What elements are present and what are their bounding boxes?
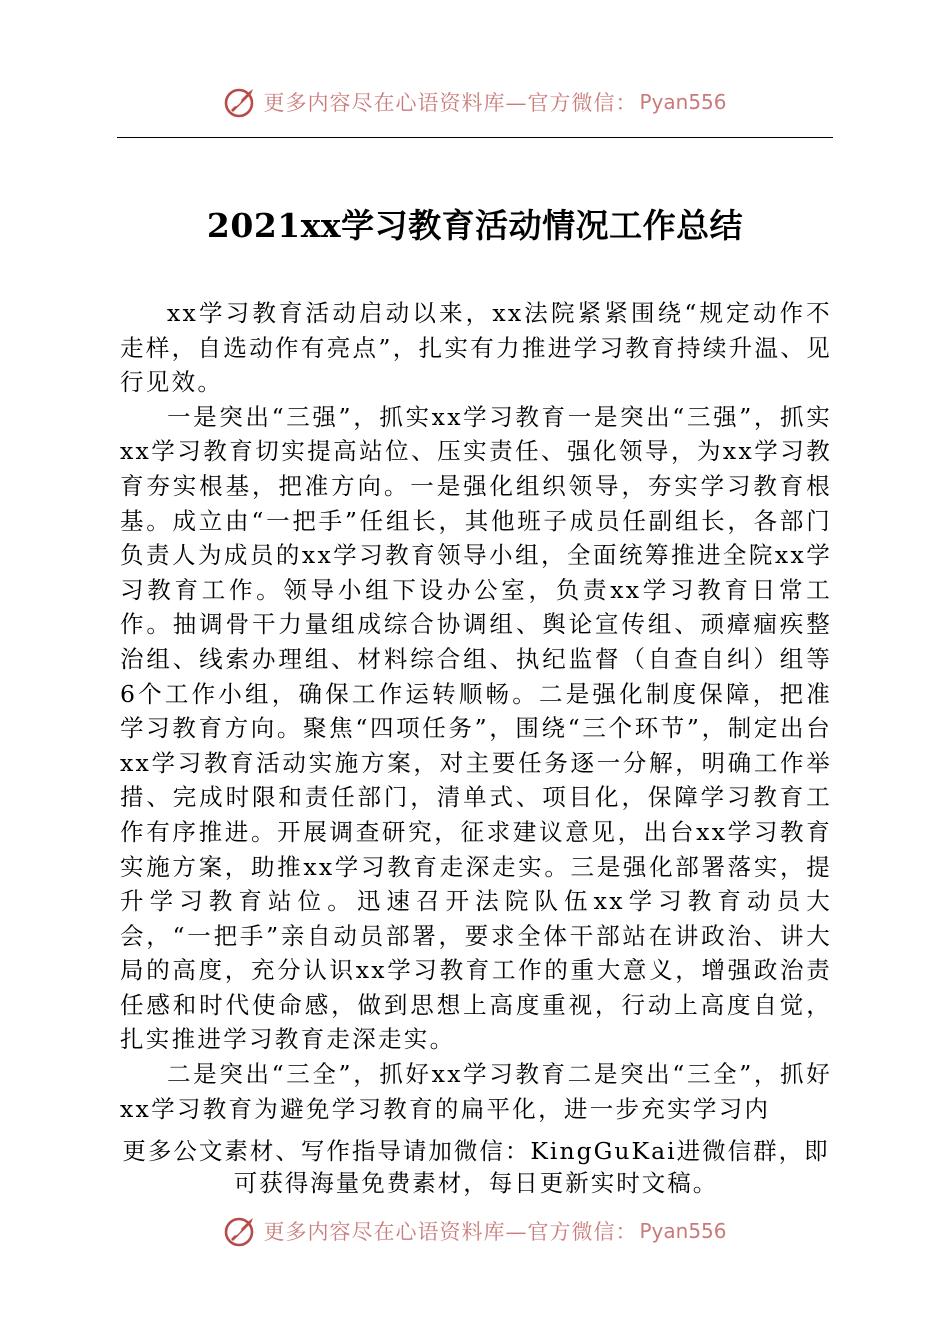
footer-banner: [0, 1209, 950, 1253]
document-body: [120, 296, 832, 1126]
footer-note: 更多公文素材、写作指导请加微信：KingGuKai进微信群，即可获得海量免费素材，每日更新实时文稿。: [122, 1137, 830, 1197]
footer-wechat-id: Pyan556: [639, 1219, 727, 1243]
paragraph-three-all: 二是突出“三全”，抓好xx学习教育二是突出“三全”，抓好xx学习教育为避免学习教育的扁平化，进一步充实学习内: [120, 1060, 832, 1123]
header-banner: [0, 80, 950, 124]
pen-logo-icon: [223, 1213, 259, 1249]
paragraph-intro: xx学习教育活动启动以来，xx法院紧紧围绕“规定动作不走样，自选动作有亮点”，扎实有力推进学习教育持续升温、见行见效。: [120, 299, 832, 397]
header-wechat-id: Pyan556: [639, 90, 727, 114]
header-banner-text: 更多内容尽在心语资料库—官方微信：: [263, 91, 638, 115]
paragraph-three-strong: 一是突出“三强”，抓实xx学习教育一是突出“三强”，抓实xx学习教育切实提高站位、压实责任、强化领导，为xx学习教育夯实根基，把准方向。一是强化组织领导，夯实学习教育根基。成立由“一把手”任组长，其他班子成员任副组长，各部门负责人为成员的xx学习教育领导小组，全面统筹推进全院xx学习教育工作。领导小组下设办公室，负责xx学习教育日常工作。抽调骨干力量组成综合协调组、舆论宣传组、顽瘴痼疾整治组、线索办理组、材料综合组、执纪监督（自查自纠）组等6个工作小组，确保工作运转顺畅。二是强化制度保障，把准学习教育方向。聚焦“四项任务”，围绕“三个环节”，制定出台xx学习教育活动实施方案，对主要任务逐一分解，明确工作举措、完成时限和责任部门，清单式、项目化，保障学习教育工作有序推进。开展调查研究，征求建议意见，出台xx学习教育实施方案，助推xx学习教育走深走实。三是强化部署落实，提升学习教育站位。迅速召开法院队伍xx学习教育动员大会，“一把手”亲自动员部署，要求全体干部站在讲政治、讲大局的高度，充分认识xx学习教育工作的重大意义，增强政治责任感和时代使命感，做到思想上高度重视，行动上高度自觉，扎实推进学习教育走深走实。: [120, 402, 832, 1054]
header-divider: [117, 137, 833, 138]
footer-banner-text: 更多内容尽在心语资料库—官方微信：: [263, 1220, 638, 1244]
pen-logo-icon: [223, 84, 259, 120]
document-title: 2021xx学习教育活动情况工作总结: [206, 206, 744, 245]
